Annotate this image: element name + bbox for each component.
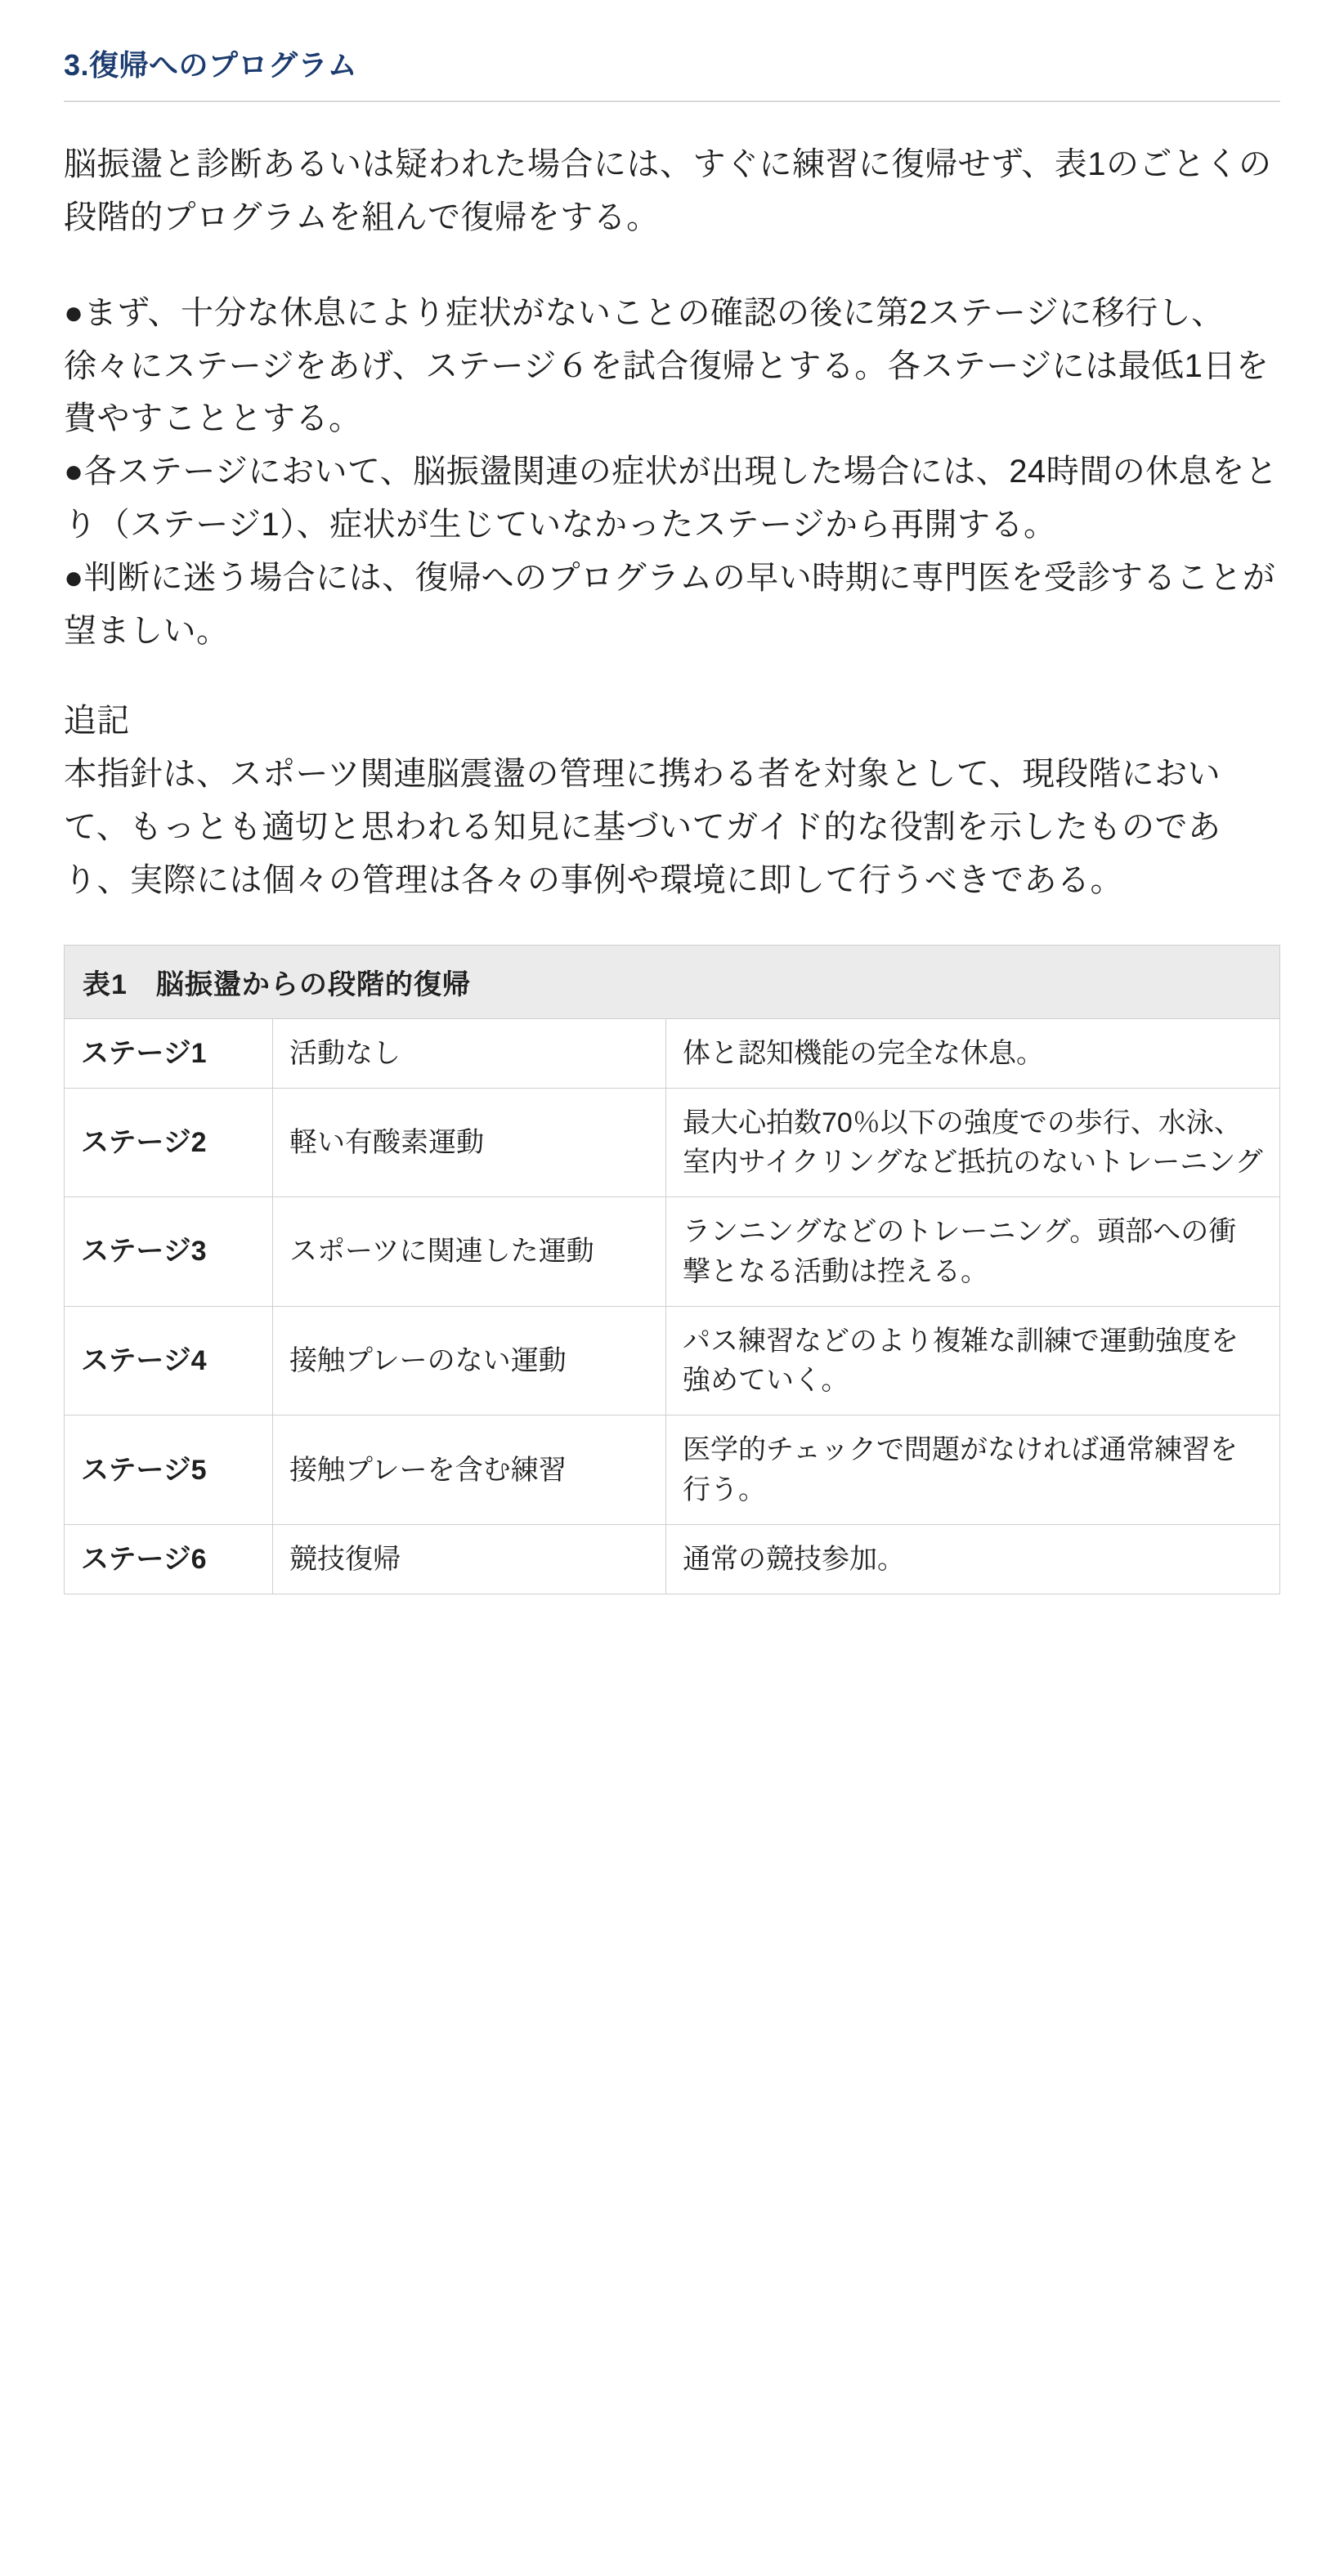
paragraph-postscript-body: 本指針は、スポーツ関連脳震盪の管理に携わる者を対象として、現段階において、もっとも適切と思われる知見に基づいてガイド的な役割を示したものであり、実際には個々の管理は各々の事例や環境に即して行うべきである。 [64, 756, 1221, 898]
paragraph-bullet-3: ●判断に迷う場合には、復帰へのプログラムの早い時期に専門医を受診することが望ましい。 [64, 559, 1276, 649]
stage-table [64, 945, 1280, 1595]
paragraph-bullet-1: ●まず、十分な休息により症状がないことの確認の後に第2ステージに移行し、徐々にステージをあげ、ステージ６を試合復帰とする。各ステージには最低1日を費やすこととする。 [64, 294, 1270, 437]
stage-cell: ステージ4 [65, 1306, 273, 1415]
paragraph-postscript-label: 追記 [64, 703, 130, 740]
heading-divider [64, 101, 1280, 102]
description-cell: 体と認知機能の完全な休息。 [666, 1018, 1280, 1088]
activity-cell: 接触プレーを含む練習 [273, 1415, 666, 1525]
description-cell: パス練習などのより複雑な訓練で運動強度を強めていく。 [666, 1306, 1280, 1415]
paragraph-bullet-2: ●各ステージにおいて、脳振盪関連の症状が出現した場合には、24時間の休息をとり（ステージ1）、症状が生じていなかったステージから再開する。 [64, 454, 1279, 543]
activity-cell: スポーツに関連した運動 [273, 1197, 666, 1307]
stage-cell: ステージ1 [65, 1018, 273, 1088]
paragraph-intro: 脳振盪と診断あるいは疑われた場合には、すぐに練習に復帰せず、表1のごとくの段階的プログラムを組んで復帰をする。 [64, 146, 1272, 235]
table-row [65, 1018, 1280, 1088]
table-row [65, 1197, 1280, 1307]
activity-cell: 接触プレーのない運動 [273, 1306, 666, 1415]
activity-cell: 競技復帰 [273, 1524, 666, 1594]
stage-table-caption: 表1 脳振盪からの段階的復帰 [64, 945, 1280, 1018]
spacer [64, 244, 1280, 287]
table-row [65, 1524, 1280, 1594]
spacer [64, 657, 1280, 695]
description-cell: 医学的チェックで問題がなければ通常練習を行う。 [666, 1415, 1280, 1525]
table-row [65, 1088, 1280, 1197]
activity-cell: 軽い有酸素運動 [273, 1088, 666, 1197]
stage-cell: ステージ2 [65, 1088, 273, 1197]
stage-table-container [64, 945, 1280, 1644]
table-row [65, 1415, 1280, 1525]
description-cell: 通常の競技参加。 [666, 1524, 1280, 1594]
stage-table-body [65, 1018, 1280, 1594]
description-cell: 最大心拍数70％以下の強度での歩行、水泳、室内サイクリングなど抵抗のないトレーニング [666, 1088, 1280, 1197]
activity-cell: 活動なし [273, 1018, 666, 1088]
description-cell: ランニングなどのトレーニング。頭部への衝撃となる活動は控える。 [666, 1197, 1280, 1307]
page-title: 3.復帰へのプログラム [64, 48, 358, 82]
table-row [65, 1306, 1280, 1415]
stage-cell: ステージ3 [65, 1197, 273, 1307]
stage-cell: ステージ6 [65, 1524, 273, 1594]
stage-cell: ステージ5 [65, 1415, 273, 1525]
